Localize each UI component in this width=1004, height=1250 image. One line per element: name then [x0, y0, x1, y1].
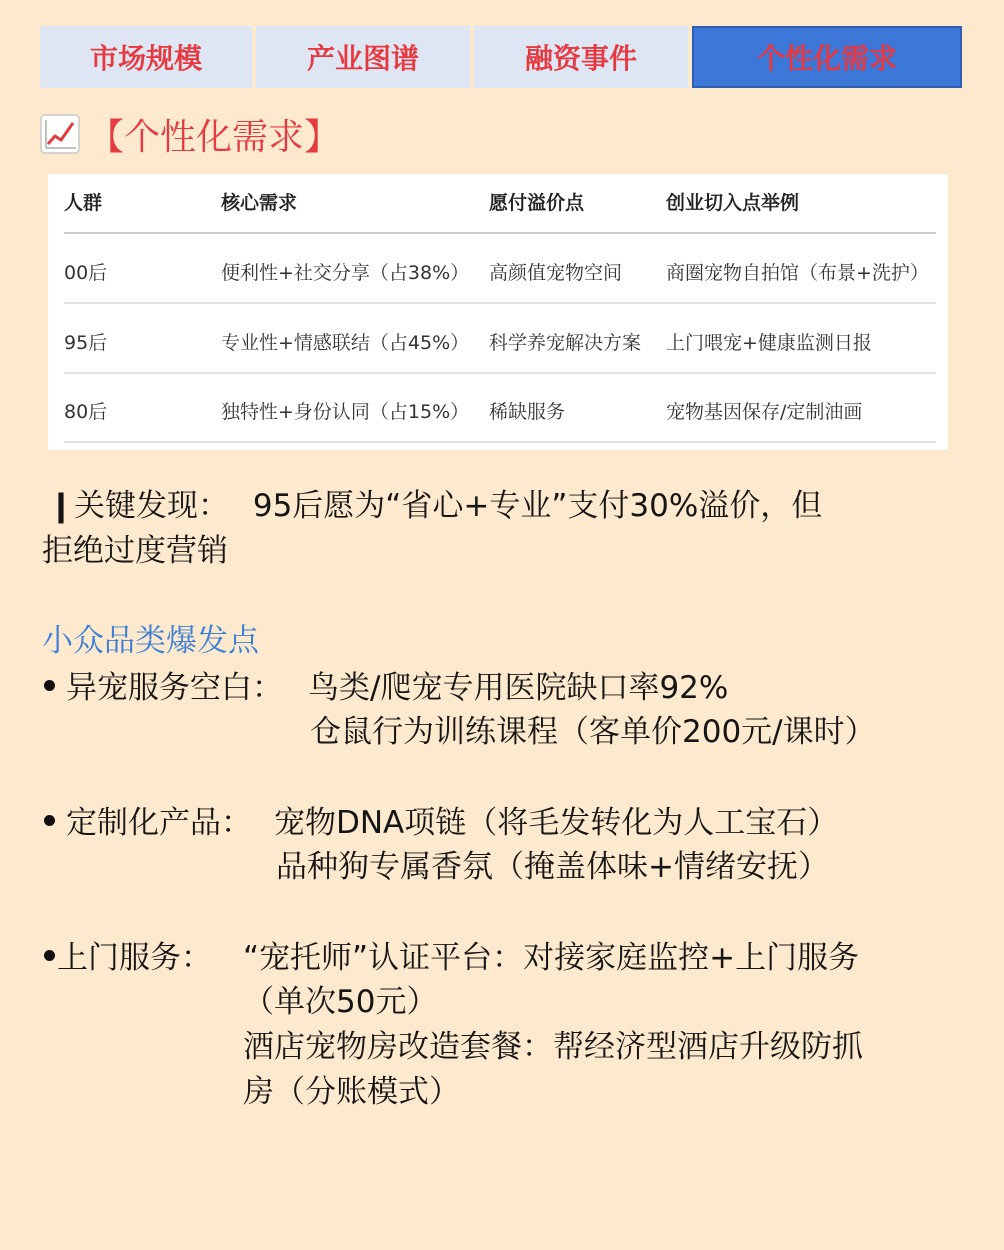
table-header-cell: 核心需求 — [221, 192, 298, 214]
niche-item-line: “宠托师”认证平台：对接家庭监控+上门服务 — [243, 940, 860, 976]
table-divider — [64, 232, 936, 234]
niche-item-line: 仓鼠行为训练课程（客单价200元/课时） — [310, 714, 876, 750]
niche-item-line: 酒店宠物房改造套餐：帮经济型酒店升级防抓 — [243, 1029, 863, 1065]
table-cell: 便利性+社交分享（占38%） — [221, 262, 470, 284]
niche-item-line: 宠物DNA项链（将毛发转化为人工宝石） — [274, 805, 839, 841]
tab-industry-map[interactable] — [256, 26, 470, 88]
tab-label: 产业图谱 — [306, 42, 419, 75]
key-finding — [48, 480, 822, 525]
table-cell: 高颜值宠物空间 — [489, 262, 623, 284]
table-cell: 科学养宠解决方案 — [489, 332, 642, 354]
niche-item-label: 定制化产品： — [66, 805, 252, 841]
tab-label: 融资事件 — [524, 42, 637, 75]
tab-bar — [40, 26, 962, 90]
demand-table — [48, 174, 948, 450]
niche-item-label: 异宠服务空白： — [66, 670, 283, 706]
chart-increasing-icon — [40, 114, 80, 154]
table-cell: 00后 — [64, 262, 108, 284]
tab-market-size[interactable] — [40, 26, 252, 88]
section-title-text: 【个性化需求】 — [88, 116, 341, 158]
table-cell: 稀缺服务 — [489, 401, 566, 423]
section-title — [40, 108, 340, 160]
table-divider — [64, 441, 936, 443]
table-cell: 95后 — [64, 332, 108, 354]
table-divider — [64, 302, 936, 304]
table-cell: 商圈宠物自拍馆（布景+洗护） — [666, 262, 929, 284]
table-cell: 宠物基因保存/定制油画 — [666, 401, 863, 423]
table-header-cell: 创业切入点举例 — [666, 192, 800, 214]
finding-label: 关键发现： — [73, 488, 229, 524]
table-cell: 80后 — [64, 401, 108, 423]
niche-item-label: 上门服务： — [57, 940, 212, 976]
tab-label: 个性化需求 — [756, 42, 897, 75]
table-cell: 独特性+身份认同（占15%） — [221, 401, 470, 423]
table-cell: 专业性+情感联结（占45%） — [221, 332, 470, 354]
niche-item-line: 房（分账模式） — [243, 1074, 460, 1110]
table-divider — [64, 372, 936, 374]
niche-item-line: 鸟类/爬宠专用医院缺口率92% — [308, 670, 729, 706]
bullet-icon — [44, 815, 55, 826]
tab-funding-events[interactable] — [474, 26, 688, 88]
finding-bar: ❙ — [48, 488, 74, 524]
table-header-cell: 人群 — [64, 192, 103, 214]
niche-item-line: 品种狗专属香氛（掩盖体味+情绪安抚） — [276, 849, 829, 885]
niche-heading: 小众品类爆发点 — [42, 623, 259, 659]
finding-text: 95后愿为“省心+专业”支付30%溢价，但 — [252, 488, 823, 524]
tab-label: 市场规模 — [89, 42, 202, 75]
bullet-icon — [44, 950, 55, 961]
table-cell: 上门喂宠+健康监测日报 — [666, 332, 872, 354]
bullet-icon — [44, 680, 55, 691]
tab-personalized-demand[interactable] — [692, 26, 962, 88]
table-header-cell: 愿付溢价点 — [489, 192, 585, 214]
finding-text-continued: 拒绝过度营销 — [42, 533, 228, 569]
niche-item-line: （单次50元） — [243, 984, 438, 1020]
